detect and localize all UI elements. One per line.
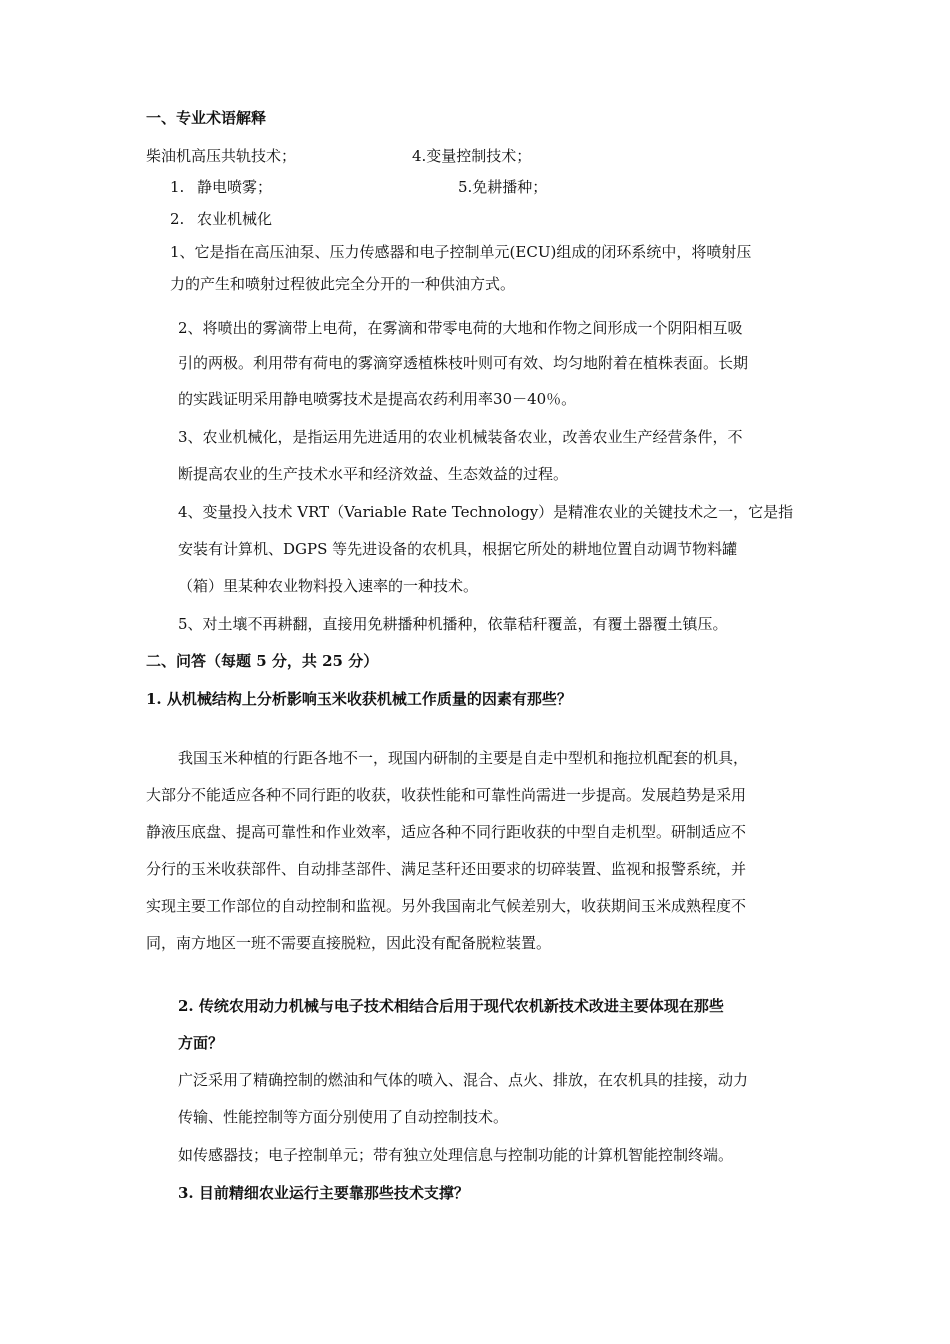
answer-4-line: （箱）里某种农业物料投入速率的一种技术。 <box>178 577 479 595</box>
term-3-number: 2. <box>170 210 185 228</box>
answer-1-line: 1、它是指在高压油泵、压力传感器和电子控制单元(ECU)组成的闭环系统中，将喷射压 <box>170 243 752 261</box>
term-2-number: 1. <box>170 178 185 196</box>
question-1-answer-line: 实现主要工作部位的自动控制和监视。另外我国南北气候差别大，收获期间玉米成熟程度不 <box>146 897 747 915</box>
term-1: 柴油机高压共轨技术； <box>146 147 297 165</box>
question-2-answer-line: 广泛采用了精确控制的燃油和气体的喷入、混合、点火、排放，在农机具的挂接，动力 <box>178 1071 749 1089</box>
answer-3-line: 断提高农业的生产技术水平和经济效益、生态效益的过程。 <box>178 465 569 483</box>
section2-heading: 二、问答（每题 5 分，共 25 分） <box>146 652 379 670</box>
term-2: 静电喷雾； <box>197 178 273 196</box>
question-1-answer-line: 大部分不能适应各种不同行距的收获，收获性能和可靠性尚需进一步提高。发展趋势是采用 <box>146 786 747 804</box>
question-1-answer-line: 分行的玉米收获部件、自动排茎部件、满足茎秆还田要求的切碎装置、监视和报警系统，并 <box>146 860 747 878</box>
answer-5-line: 5、对土壤不再耕翻，直接用免耕播种机播种，依靠秸秆覆盖，有覆土器覆土镇压。 <box>178 615 728 633</box>
question-2-answer-line: 如传感器技；电子控制单元；带有独立处理信息与控制功能的计算机智能控制终端。 <box>178 1146 734 1164</box>
term-3: 农业机械化 <box>197 210 273 228</box>
question-3-title: 3. 目前精细农业运行主要靠那些技术支撑？ <box>178 1184 469 1202</box>
term-5: 5.免耕播种； <box>458 178 548 196</box>
question-1-answer-line: 我国玉米种植的行距各地不一，现国内研制的主要是自走中型机和拖拉机配套的机具， <box>178 749 749 767</box>
question-1-answer-line: 同，南方地区一班不需要直接脱粒，因此没有配备脱粒装置。 <box>146 934 552 952</box>
question-1-answer-line: 静液压底盘、提高可靠性和作业效率，适应各种不同行距收获的中型自走机型。研制适应不 <box>146 823 747 841</box>
answer-1-line: 力的产生和喷射过程彼此完全分开的一种供油方式。 <box>170 275 516 293</box>
section1-heading: 一、专业术语解释 <box>146 109 267 127</box>
question-2-title: 方面？ <box>178 1034 224 1052</box>
question-1-title: 1. 从机械结构上分析影响玉米收获机械工作质量的因素有那些？ <box>146 690 572 708</box>
answer-3-line: 3、农业机械化，是指运用先进适用的农业机械装备农业，改善农业生产经营条件，不 <box>178 428 743 446</box>
answer-4-line: 4、变量投入技术 VRT（Variable Rate Technology）是精准农业的关键技术之一，它是指 <box>178 503 794 521</box>
question-2-title: 2. 传统农用动力机械与电子技术相结合后用于现代农机新技术改进主要体现在那些 <box>178 997 724 1015</box>
answer-2-line: 2、将喷出的雾滴带上电荷，在雾滴和带零电荷的大地和作物之间形成一个阴阳相互吸 <box>178 319 743 337</box>
answer-2-line: 引的两极。利用带有荷电的雾滴穿透植株枝叶则可有效、均匀地附着在植株表面。长期 <box>178 354 749 372</box>
question-2-answer-line: 传输、性能控制等方面分别使用了自动控制技术。 <box>178 1108 509 1126</box>
answer-2-line: 的实践证明采用静电喷雾技术是提高农药利用率30－40％。 <box>178 390 577 408</box>
term-4: 4.变量控制技术； <box>412 147 532 165</box>
answer-4-line: 安装有计算机、DGPS 等先进设备的农机具，根据它所处的耕地位置自动调节物料罐 <box>178 540 738 558</box>
